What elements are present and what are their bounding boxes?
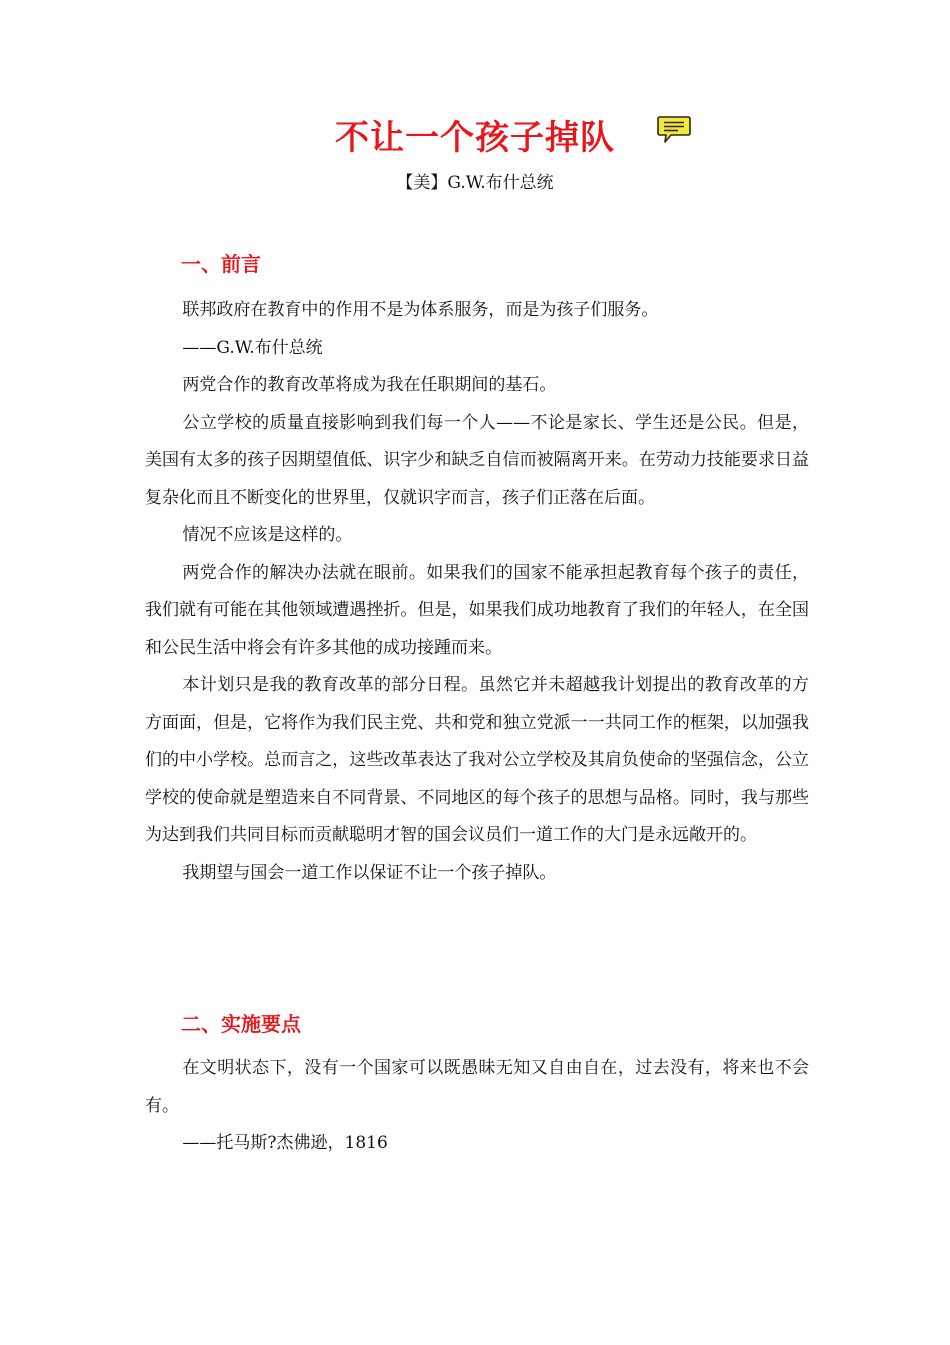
section-heading: 一、前言 (181, 252, 261, 276)
paragraph: 两党合作的教育改革将成为我在任职期间的基石。 (182, 375, 557, 395)
paragraph: 联邦政府在教育中的作用不是为体系服务，而是为孩子们服务。 (182, 300, 659, 320)
section-implementation (145, 1008, 809, 1163)
document-title: 不让一个孩子掉队 (335, 118, 615, 158)
quote-attribution: ——G.W.布什总统 (182, 337, 323, 358)
section-preface (145, 248, 809, 892)
paragraph: 两党合作的解决办法就在眼前。如果我们的国家不能承担起教育每个孩子的责任，我们就有可能在其他领域遭遇挫折。但是，如果我们成功地教育了我们的年轻人，在全国和公民生活中将会有许多其他的成功接踵而来。 (145, 562, 809, 658)
paragraph: 我期望与国会一道工作以保证不让一个孩子掉队。 (182, 862, 557, 883)
comment-note-icon[interactable] (656, 114, 692, 146)
paragraph: 情况不应该是这样的。 (182, 525, 353, 545)
author-line: 【美】G.W.布什总统 (396, 173, 554, 193)
paragraph: 本计划只是我的教育改革的部分日程。虽然它并未超越我计划提出的教育改革的方方面面，但是，它将作为我们民主党、共和党和独立党派一一共同工作的框架，以加强我们的中小学校。总而言之，这些改革表达了我对公立学校及其肩负使命的坚强信念，公立学校的使命就是塑造来自不同背景、不同地区的每个孩子的思想与品格。同时，我与那些为达到我们共同目标而贡献聪明才智的国会议员们一道工作的大门是永远敞开的。 (145, 675, 809, 845)
paragraph: 公立学校的质量直接影响到我们每一个人——不论是家长、学生还是公民。但是，美国有太多的孩子因期望值低、识字少和缺乏自信而被隔离开来。在劳动力技能要求日益复杂化而且不断变化的世界里，仅就识字而言，孩子们正落在后面。 (145, 412, 809, 508)
paragraph: 在文明状态下，没有一个国家可以既愚昧无知又自由自在，过去没有，将来也不会有。 (145, 1058, 809, 1116)
section-heading: 二、实施要点 (181, 1012, 301, 1036)
quote-attribution: ——托马斯?杰佛逊，1816 (182, 1133, 388, 1153)
title-area (0, 112, 950, 164)
